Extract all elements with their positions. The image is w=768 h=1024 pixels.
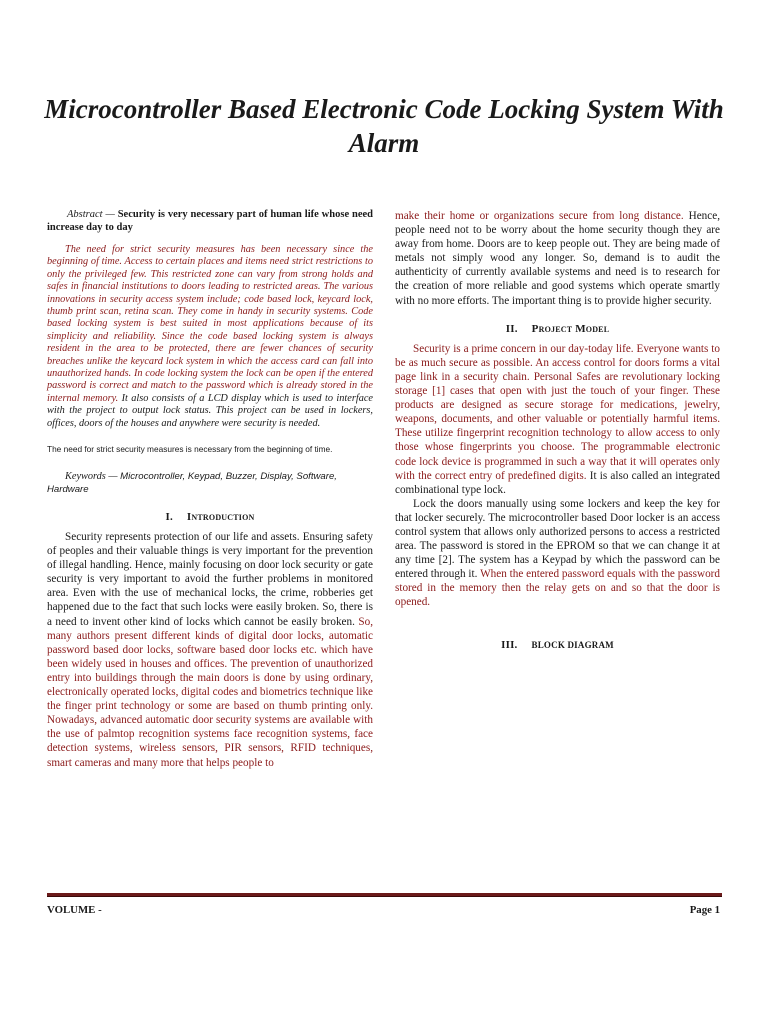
keywords-text: Microcontroller, Keypad, Buzzer, Display, Software, Hardware (47, 471, 337, 495)
abstract-lead-text: Security is very necessary part of human life whose need increase day to day (47, 209, 373, 233)
keywords-label: Keywords — (65, 471, 118, 483)
section-title: BLOCK DIAGRAM (531, 639, 614, 650)
abstract-lead (47, 208, 373, 234)
continuation-paragraph (395, 209, 720, 308)
section-title: Project Model (531, 322, 610, 335)
section-number: III. (501, 638, 518, 651)
section-heading-block-diagram (395, 638, 720, 652)
introduction-text-red: So, many authors present different kinds of digital door locks, automatic password based door locks, software based door locks etc. which have been widely used in houses and offices. The prevention of unauthorized entry into buildings through the main doors is done by using ordinary, electronically operated locks, digital codes and biometrics technique like the finger print technology or some are based on thumb printing only. Nowadays, advanced automatic door security systems are available with the use of palmtop recognition systems face recognition systems, face detection systems, wireless sensors, PIR sensors, RFID techniques, smart cameras and many more that helps people to (47, 615, 374, 769)
introduction-text-dark: Security represents protection of our life and assets. Ensuring safety of peoples and their valuable things is very important for the prevention of illegal handling. Hence, mainly focusing on door lock security or gate security is very important to avoid the further problems in monitored area. Even with the use of mechanical locks, the crime, robberies get happened due to the fact that such locks were easily broken. So, there is a need to invent other kind of locks which cannot be easily broken. (47, 531, 373, 628)
project-model-text-red: Security is a prime concern in our day-today life. Everyone wants to be as much secure as possible. An access control for doors forms a vital page link in a security chain. Personal Safes are revolutionary locking storage [1] cases that open with just the touch of your finger. These products are designed as secure storage for medications, jewelry, weapons, documents, and other valuable or potentially harmful items. These utilize fingerprint recognition technology to allow access to only those whose fingerprints you choose. The programmable electronic code lock device is programmed in such a way that it will operates only with the correct entry of predefined digits. (395, 342, 720, 482)
section-title: Introduction (186, 510, 255, 523)
abstract-label: Abstract — (67, 209, 115, 220)
footer-page-number: Page 1 (689, 904, 720, 916)
abstract-note: The need for strict security measures is necessary from the beginning of time. (47, 444, 333, 455)
left-column (47, 208, 373, 770)
section-heading-introduction (47, 510, 373, 524)
keywords (47, 471, 373, 496)
continuation-text-dark: Hence, people need not to be worry about the home security though they are away from home. Doors are to keep people out. They are being made of metals not simply wood any longer. So, demand is to audit the authenticity of currently available systems and need is to research for the creation of more reliable and good systems which operate smartly with no more efforts. The important thing is to provide higher security. (395, 210, 720, 307)
project-model-paragraph-2 (395, 497, 720, 610)
right-column (395, 209, 720, 658)
abstract-body-dark: It also consists of a LCD display which is used to interface with the project to output lock status. This project can be used in lockers, offices, doors of the houses and anywhere were security is needed. (47, 392, 373, 429)
footer-rule (47, 893, 722, 897)
footer-volume: VOLUME - (47, 904, 102, 916)
section-number: II. (505, 322, 518, 335)
section-heading-project-model (395, 322, 720, 336)
section-number: I. (165, 510, 173, 523)
abstract-body-red: The need for strict security measures has been necessary since the beginning of time. Access to certain places and items need strict restrictions to only the privileged few. This restricted zone can vary from strong holds and safes in financial institutions to doors leading to restricted areas. The various innovations in security access system include; code based lock, keycard lock, thumb print scan, retina scan. They come in handy in security systems. Code based locking system is best suited in most applications because of its simplicity and reliability. Since the code based locking system is always resident in the area to be protected, there are fewer chances of security breaches unlike the keycard lock system in which the access card can fall into unauthorized hands. In code locking system the lock can be open if the entered password is correct and match to the password which is already stored in the internal memory. (47, 244, 373, 404)
continuation-text-red: make their home or organizations secure from long distance. (395, 210, 684, 222)
project-model-text-dark: It is also called an integrated combinational type lock. (395, 469, 721, 496)
project-model-text-dark-2: Lock the doors manually using some lockers and keep the key for that locker securely. The microcontroller based Door locker is an access control system that allows only authorized persons to access a restricted area. The password is stored in the EPROM so that we can change it at any time [2]. The system has a Keypad by which the password can be entered through it. (395, 497, 720, 581)
project-model-paragraph-1 (395, 342, 720, 497)
introduction-paragraph (47, 530, 373, 770)
abstract-body (47, 244, 373, 430)
paper-title: Microcontroller Based Electronic Code Locking System With Alarm (44, 94, 724, 158)
project-model-text-red-2: When the entered password equals with the password stored in the memory then the relay gets on and so that the door is opened. (395, 568, 720, 609)
